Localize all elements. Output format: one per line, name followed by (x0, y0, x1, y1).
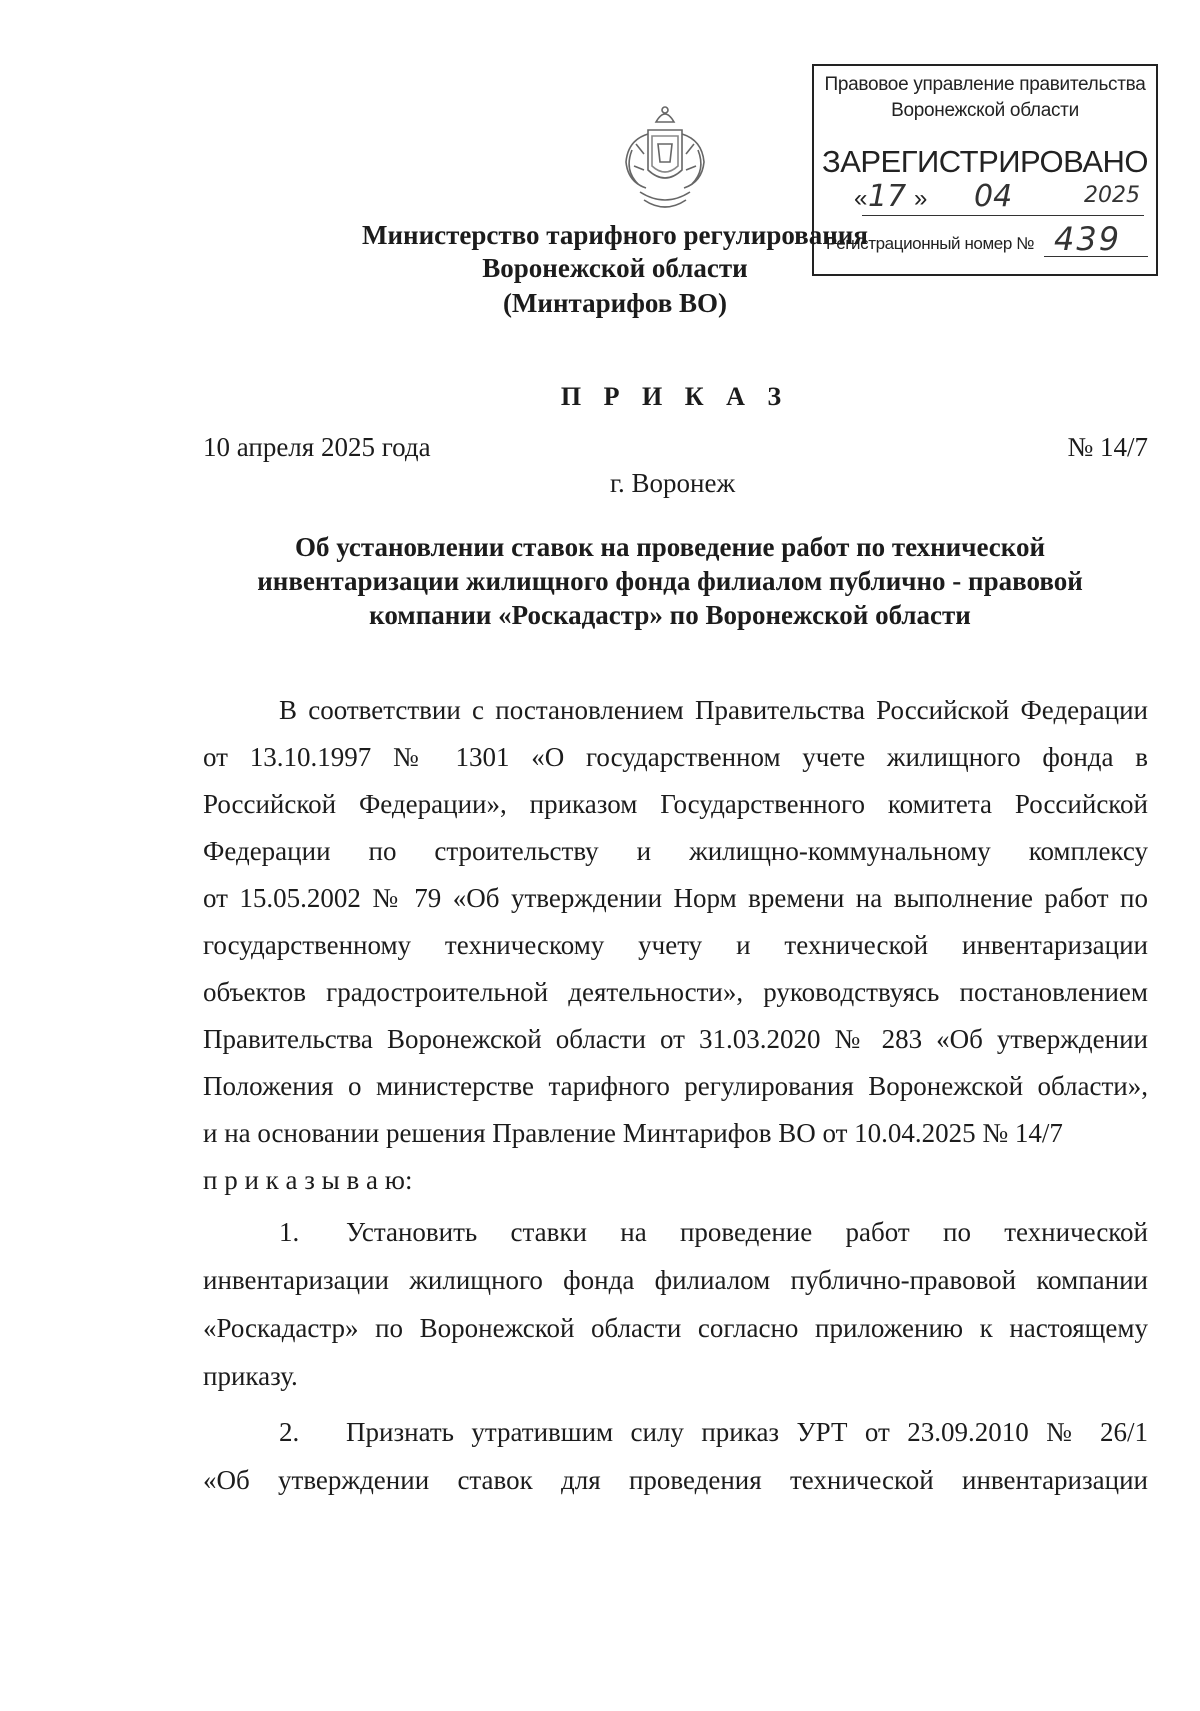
item2-number: 2. (279, 1417, 300, 1447)
item1-line: «Роскадастр» по Воронежской области согласно приложению к настоящему (203, 1313, 1148, 1343)
preamble-line: Федерации по строительству и жилищно-коммунальному комплексу (203, 836, 1148, 866)
stamp-reg-number: 439 (1054, 220, 1122, 258)
ministry-name-line2: Воронежской области (482, 253, 748, 283)
stamp-date-underline (862, 215, 1144, 216)
item2-text: Признать утратившим силу приказ УРТ от 23.09.2010 № 26/1 (346, 1417, 1148, 1447)
subject-line: инвентаризации жилищного фонда филиалом публично - правовой (257, 566, 1083, 596)
stamp-quote-open-icon: « (854, 185, 868, 212)
stamp-quote-close-icon: » (914, 185, 928, 212)
stamp-org-line2: Воронежской области (891, 100, 1079, 121)
stamp-date-year: 2025 (1084, 183, 1140, 208)
order-word: п р и к а з ы в а ю: (203, 1165, 413, 1195)
item2-first-line (279, 1414, 1148, 1450)
preamble-line: Правительства Воронежской области от 31.03.2020 № 283 «Об утверждении (203, 1024, 1148, 1054)
subject-line: компании «Роскадастр» по Воронежской области (369, 600, 971, 630)
preamble-line: В соответствии с постановлением Правительства Российской Федерации (279, 695, 1148, 725)
stamp-date-row (854, 179, 1144, 219)
stamp-reg-underline (1044, 256, 1148, 257)
stamp-status: ЗАРЕГИСТРИРОВАНО (821, 144, 1148, 179)
item1-number: 1. (279, 1217, 300, 1247)
preamble-line: Положения о министерстве тарифного регулирования Воронежской области», (203, 1071, 1148, 1101)
item1-text: Установить ставки на проведение работ по технической (346, 1217, 1148, 1247)
preamble-line: от 13.10.1997 № 1301 «О государственном учете жилищного фонда в (203, 742, 1148, 772)
stamp-date-day: 17 (868, 179, 907, 214)
preamble-line: и на основании решения Правление Минтарифов ВО от 10.04.2025 № 14/7 (203, 1118, 1063, 1148)
item1-line: приказу. (203, 1361, 298, 1391)
stamp-reg-label: Регистрационный номер № (826, 234, 1035, 253)
preamble-line: Российской Федерации», приказом Государственного комитета Российской (203, 789, 1148, 819)
document-type: П Р И К А З (560, 382, 790, 411)
stamp-org-line1: Правовое управление правительства (824, 74, 1146, 95)
ministry-short-name: (Минтарифов ВО) (502, 288, 728, 318)
stamp-date-month: 04 (974, 179, 1013, 214)
ministry-name-line1: Министерство тарифного регулирования (362, 220, 868, 250)
document-number: № 14/7 (1067, 432, 1148, 462)
document-date: 10 апреля 2025 года (203, 432, 431, 462)
item1-first-line (279, 1214, 1148, 1250)
subject-line: Об установлении ставок на проведение работ по технической (294, 532, 1046, 562)
preamble-line: от 15.05.2002 № 79 «Об утверждении Норм времени на выполнение работ по (203, 883, 1148, 913)
item1-line: инвентаризации жилищного фонда филиалом публично-правовой компании (203, 1265, 1148, 1295)
coat-of-arms-emblem (618, 100, 712, 218)
item2-line: «Об утверждении ставок для проведения технической инвентаризации (203, 1465, 1148, 1495)
preamble-line: объектов градостроительной деятельности», руководствуясь постановлением (203, 977, 1148, 1007)
document-city: г. Воронеж (610, 468, 736, 498)
preamble-line: государственному техническому учету и технической инвентаризации (203, 930, 1148, 960)
